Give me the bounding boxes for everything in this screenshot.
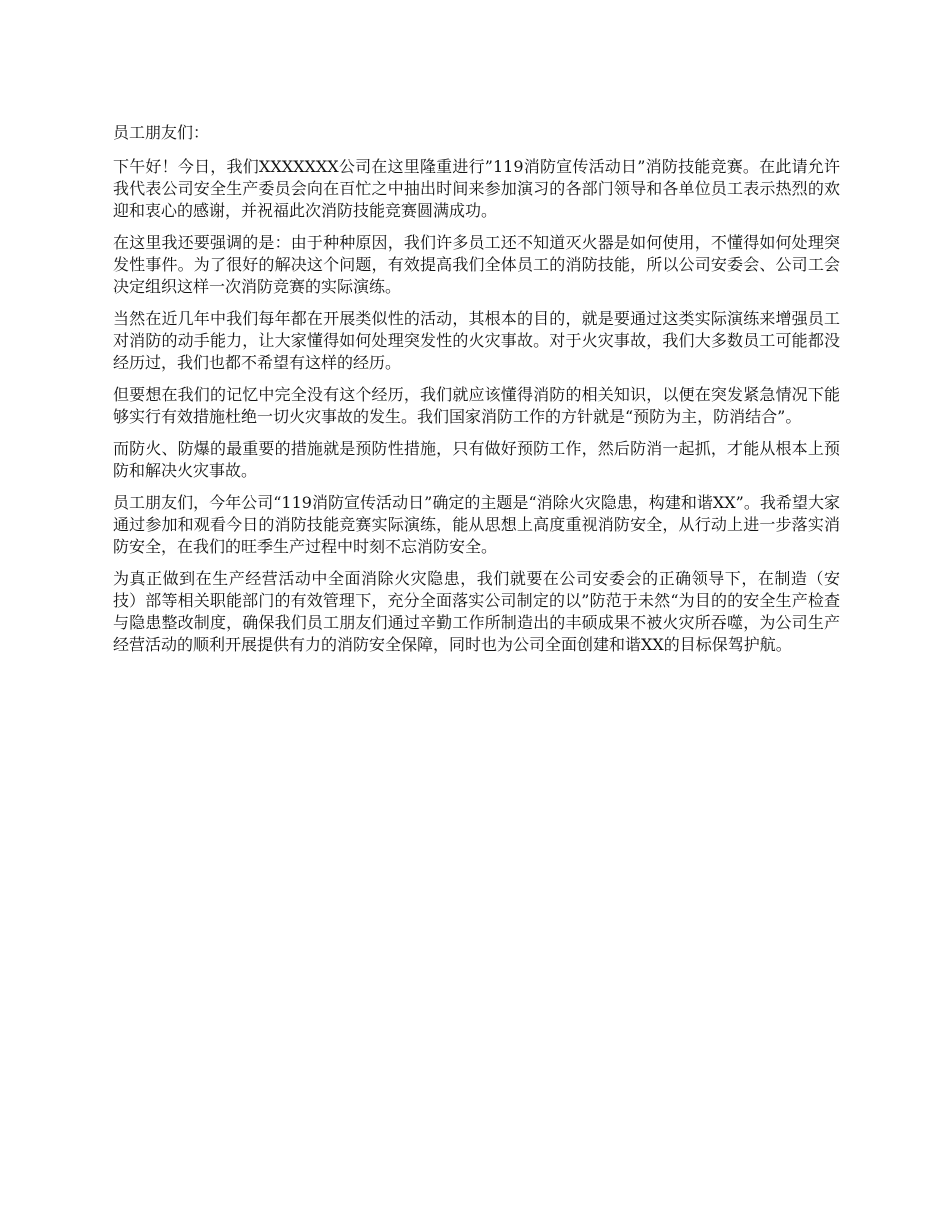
paragraph-2: 在这里我还要强调的是：由于种种原因，我们许多员工还不知道灭火器是如何使用，不懂得如何处理突发性事件。为了很好的解决这个问题，有效提高我们全体员工的消防技能，所以公司安委会、公司工会决定组织这样一次消防竞赛的实际演练。	[113, 233, 840, 296]
paragraph-7: 为真正做到在生产经营活动中全面消除火灾隐患，我们就要在公司安委会的正确领导下，在制造（安技）部等相关职能部门的有效管理下，充分全面落实公司制定的以”防范于未然“为目的的安全生产检查与隐患整改制度，确保我们员工朋友们通过辛勤工作所制造出的丰硕成果不被火灾所吞噬，为公司生产经营活动的顺利开展提供有力的消防安全保障，同时也为公司全面创建和谐XX的目标保驾护航。	[113, 569, 840, 654]
paragraph-6: 员工朋友们，今年公司“119消防宣传活动日”确定的主题是“消除火灾隐患，构建和谐XX”。我希望大家通过参加和观看今日的消防技能竞赛实际演练，能从思想上高度重视消防安全，从行动上进一步落实消防安全，在我们的旺季生产过程中时刻不忘消防安全。	[113, 493, 840, 556]
paragraph-5: 而防火、防爆的最重要的措施就是预防性措施，只有做好预防工作，然后防消一起抓，才能从根本上预防和解决火灾事故。	[113, 439, 840, 480]
paragraph-4: 但要想在我们的记忆中完全没有这个经历，我们就应该懂得消防的相关知识，以便在突发紧急情况下能够实行有效措施杜绝一切火灾事故的发生。我们国家消防工作的方针就是“预防为主，防消结合”。	[113, 385, 840, 426]
salutation: 员工朋友们：	[113, 123, 210, 142]
paragraph-1: 下午好！今日，我们XXXXXXX公司在这里隆重进行”119消防宣传活动日”消防技能竞赛。在此请允许我代表公司安全生产委员会向在百忙之中抽出时间来参加演习的各部门领导和各单位员工表示热烈的欢迎和衷心的感谢，并祝福此次消防技能竞赛圆满成功。	[113, 157, 840, 220]
paragraph-3: 当然在近几年中我们每年都在开展类似性的活动，其根本的目的，就是要通过这类实际演练来增强员工对消防的动手能力，让大家懂得如何处理突发性的火灾事故。对于火灾事故，我们大多数员工可能都没经历过，我们也都不希望有这样的经历。	[113, 309, 840, 372]
document-page	[113, 122, 840, 666]
